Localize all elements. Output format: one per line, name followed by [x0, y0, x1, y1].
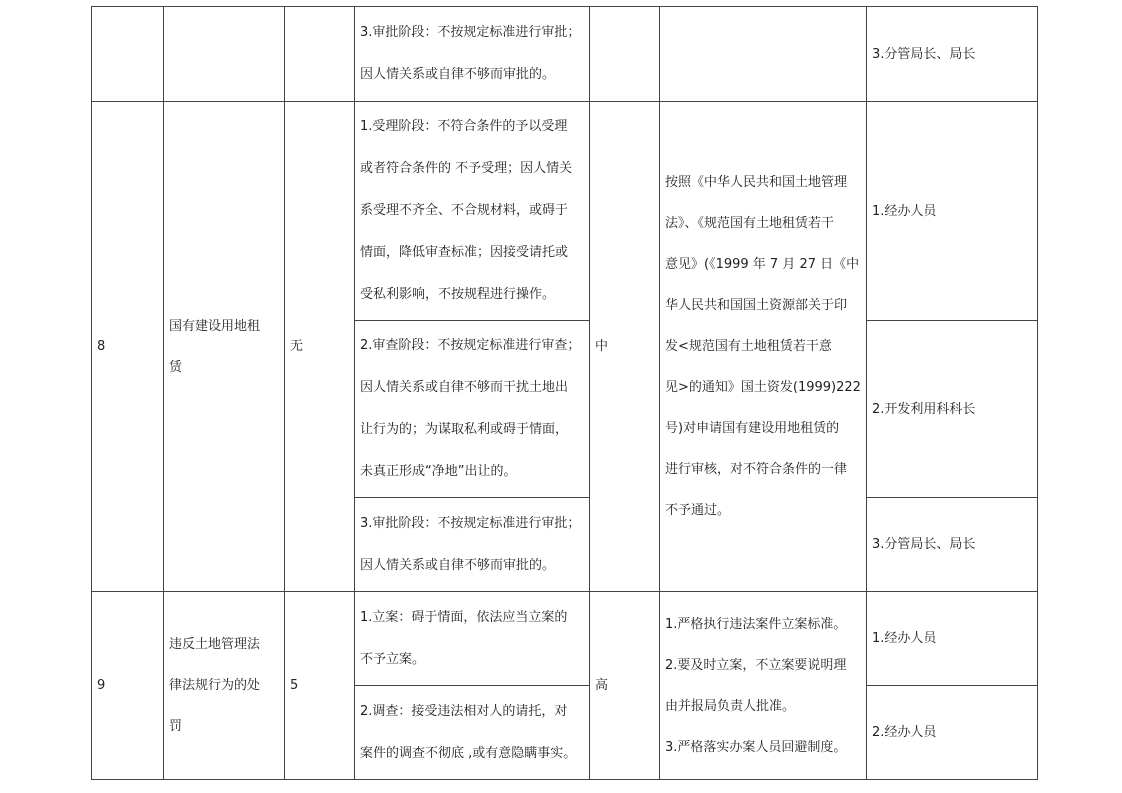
responsible-cell: 2.开发利用科科长	[867, 321, 1038, 498]
risk-line: 1.受理阶段：不符合条件的予以受理	[360, 119, 568, 134]
item-cell	[164, 592, 285, 780]
responsible-cell: 3.分管局长、局长	[867, 7, 1038, 102]
count-cell	[285, 7, 355, 102]
measure-line: 华人民共和国国土资源部关于印	[665, 298, 848, 313]
measure-line: 不予通过。	[665, 503, 731, 518]
responsible-cell: 1.经办人员	[867, 592, 1038, 686]
no-cell	[92, 7, 164, 102]
risk-line: 2.调查：接受违法相对人的请托，对	[360, 703, 568, 719]
item-line: 罚	[169, 719, 183, 734]
level-cell	[590, 7, 660, 102]
measure-line: 1.严格执行违法案件立案标准。	[665, 616, 847, 632]
count-cell: 无	[285, 102, 355, 592]
measure-line: 号)对申请国有建设用地租赁的	[665, 421, 840, 436]
risk-line: 案件的调查不彻底 ,或有意隐瞒事实。	[360, 745, 577, 761]
item-line: 赁	[169, 359, 183, 375]
risk-cell	[355, 321, 590, 498]
no-cell: 8	[92, 102, 164, 592]
measure-line: 法》、《规范国有土地租赁若干	[665, 216, 835, 231]
measure-cell	[660, 102, 867, 592]
risk-line: 3.审批阶段：不按规定标准进行审批；	[360, 515, 581, 531]
risk-line: 3.审批阶段：不按规定标准进行审批；	[360, 25, 581, 40]
item-line: 国有建设用地租	[169, 318, 261, 334]
risk-cell	[355, 592, 590, 686]
responsible-cell: 3.分管局长、局长	[867, 498, 1038, 592]
risk-line: 因人情关系或自律不够而审批的。	[360, 557, 556, 573]
count-cell: 5	[285, 592, 355, 780]
risk-control-table	[91, 6, 1038, 780]
risk-line: 让行为的；为谋取私利或碍于情面，	[360, 422, 569, 437]
table-row	[92, 102, 1038, 321]
responsible-cell: 2.经办人员	[867, 686, 1038, 780]
risk-line: 1.立案：碍于情面，依法应当立案的	[360, 609, 568, 625]
risk-line: 2.审查阶段：不按规定标准进行审查；	[360, 338, 581, 353]
item-cell	[164, 102, 285, 592]
risk-line: 情面，降低审查标准；因接受请托或	[360, 245, 569, 260]
measure-line: 见>的通知》国土资发(1999)222	[665, 380, 861, 395]
measure-line: 意见》(《1999 年 7 月 27 日《中	[665, 257, 860, 272]
measure-line: 进行审核，对不符合条件的一律	[665, 462, 848, 477]
measure-line: 按照《中华人民共和国土地管理	[665, 175, 848, 190]
measure-line: 发<规范国有土地租赁若干意	[665, 339, 832, 354]
risk-line: 因人情关系或自律不够而审批的。	[360, 67, 556, 82]
risk-line: 不予立案。	[360, 651, 426, 667]
measure-line: 3.严格落实办案人员回避制度。	[665, 739, 847, 755]
responsible-cell: 1.经办人员	[867, 102, 1038, 321]
table-row	[92, 7, 1038, 102]
risk-cell	[355, 102, 590, 321]
measure-line: 由并报局负责人批准。	[665, 698, 796, 714]
item-cell	[164, 7, 285, 102]
risk-line: 受私利影响，不按规程进行操作。	[360, 287, 556, 302]
risk-line: 或者符合条件的 不予受理；因人情关	[360, 161, 573, 176]
risk-cell	[355, 498, 590, 592]
risk-cell	[355, 7, 590, 102]
item-line: 律法规行为的处	[169, 678, 261, 693]
measure-cell	[660, 592, 867, 780]
table-row	[92, 592, 1038, 686]
item-line: 违反土地管理法	[169, 637, 261, 652]
risk-line: 未真正形成“净地”出让的。	[360, 464, 517, 479]
level-cell: 高	[590, 592, 660, 780]
measure-line: 2.要及时立案，不立案要说明理	[665, 657, 847, 673]
risk-line: 系受理不齐全、不合规材料，或碍于	[360, 203, 569, 218]
measure-cell	[660, 7, 867, 102]
risk-cell	[355, 686, 590, 780]
risk-line: 因人情关系或自律不够而干扰土地出	[360, 380, 569, 395]
no-cell: 9	[92, 592, 164, 780]
level-cell: 中	[590, 102, 660, 592]
